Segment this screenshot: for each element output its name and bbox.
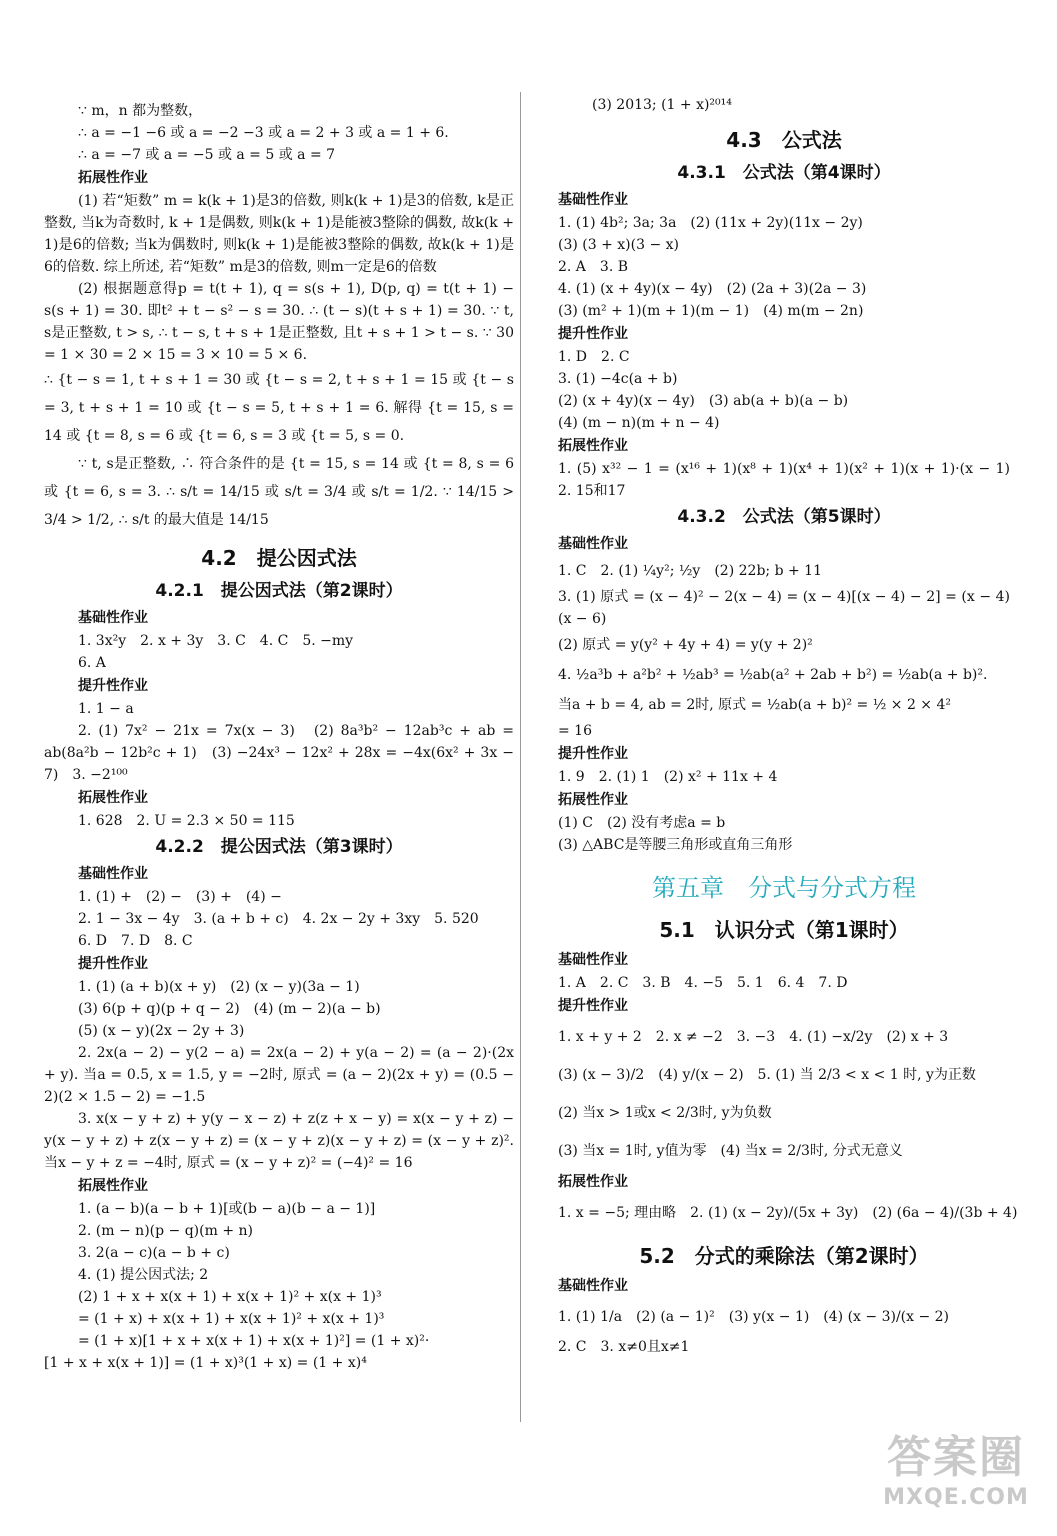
answer-line: 2. C 3. x≠0且x≠1 xyxy=(558,1339,690,1355)
section-label: 基础性作业 xyxy=(558,192,628,208)
answer-line: (3) (3 + x)(3 − x) xyxy=(558,237,679,253)
answer-line: 1. 9 2. (1) 1 (2) x² + 11x + 4 xyxy=(558,769,778,785)
answer-line: 1. (1) 4b²; 3a; 3a (2) (11x + 2y)(11x − 2y) xyxy=(558,215,863,231)
answer-line: 当a + b = 4, ab = 2时, 原式 = ½ab(a + b)² = ½ × 2 × 4² xyxy=(558,697,951,713)
answer-line: (2) 原式 = y(y² + 4y + 4) = y(y + 2)² xyxy=(558,637,813,653)
answer-line: (2) 1 + x + x(x + 1) + x(x + 1)² + x(x + 1)³ xyxy=(78,1289,382,1305)
answer-line: = (1 + x)[1 + x + x(x + 1) + x(x + 1)²] = (1 + x)²· xyxy=(78,1333,430,1349)
answer-line: (3) 2013; (1 + x)²⁰¹⁴ xyxy=(592,97,732,113)
paragraph: 3. (1) 原式 = (x − 4)² − 2(x − 4) = (x − 4)[(x − 4) − 2] = (x − 4)(x − 6) xyxy=(558,589,1010,627)
text-line: ∴ a = −1 −6 或 a = −2 −3 或 a = 2 + 3 或 a = 1 + 6. xyxy=(78,125,449,141)
section-label: 基础性作业 xyxy=(558,1278,628,1294)
paragraph: ∵ t, s是正整数, ∴ 符合条件的是 {t = 15, s = 14 或 {t = 8, s = 6 或 {t = 6, s = 3. ∴ s/t = 14/15 或 s/t = 3/4 或 s/t = 1/2. ∵ 14/15 > 3/4 > 1/2, ∴ s/t 的最大值是 14/15 xyxy=(44,456,514,528)
right-column xyxy=(558,94,1024,1358)
answer-line: 1. (1) (a + b)(x + y) (2) (x − y)(3a − 1) xyxy=(78,979,360,995)
answer-line: 3. (1) −4c(a + b) xyxy=(558,371,678,387)
section-label: 提升性作业 xyxy=(558,998,628,1014)
section-label: 拓展性作业 xyxy=(558,1174,628,1190)
section-label: 基础性作业 xyxy=(78,610,148,626)
subsection-title: 4.3.2 公式法（第5课时） xyxy=(677,507,891,527)
answer-line: 1. D 2. C xyxy=(558,349,630,365)
section-title: 4.2 提公因式法 xyxy=(201,546,357,570)
answer-line: 1. x = −5; 理由略 2. (1) (x − 2y)/(5x + 3y) (2) (6a − 4)/(3b + 4) xyxy=(558,1205,1018,1221)
answer-line: (5) (x − y)(2x − 2y + 3) xyxy=(78,1023,245,1039)
answer-line: (2) (x + 4y)(x − 4y) (3) ab(a + b)(a − b) xyxy=(558,393,849,409)
answer-line: 4. ½a³b + a²b² + ½ab³ = ½ab(a² + 2ab + b²) = ½ab(a + b)². xyxy=(558,667,988,683)
section-label: 基础性作业 xyxy=(558,952,628,968)
watermark-cn: 答案圈 xyxy=(887,1432,1025,1483)
paragraph: 2. (1) 7x² − 21x = 7x(x − 3) (2) 8a³b² − 12ab³c + ab = ab(8a²b − 12b²c + 1) (3) −24x³ − 12x² + 28x = −4x(6x² + 3x − 7) 3. −2¹⁰⁰ xyxy=(44,723,514,783)
text-line: ∵ m，n 都为整数， xyxy=(78,103,203,119)
section-label: 提升性作业 xyxy=(558,326,628,342)
section-label: 拓展性作业 xyxy=(558,792,628,808)
paragraph: 1. (5) x³² − 1 = (x¹⁶ + 1)(x⁸ + 1)(x⁴ + 1)(x² + 1)(x + 1)·(x − 1) 2. 15和17 xyxy=(558,461,1024,499)
paragraph: 2. 2x(a − 2) − y(2 − a) = 2x(a − 2) + y(a − 2) = (a − 2)·(2x + y). 当a = 0.5, x = 1.5, y = −2时, 原式 = (a − 2)(2x + y) = (0.5 − 2)(2 × 1.5 − 2) = −1.5 xyxy=(44,1045,514,1105)
chapter-title: 第五章 分式与分式方程 xyxy=(652,874,916,902)
paragraph: (1) 若“矩数” m = k(k + 1)是3的倍数, 则k(k + 1)是3的倍数, k是正整数, 当k为奇数时, k + 1是偶数, 则k(k + 1)是能被3整除的偶数, 故k(k + 1)是6的倍数; 当k为偶数时, 则k(k + 1)是能被3整除的偶数, 故k(k + 1)是6的倍数. 综上所述, 若“矩数” m是3的倍数, 则m一定是6的倍数 xyxy=(44,193,514,275)
answer-line: 1. (1) + (2) − (3) + (4) − xyxy=(78,889,282,905)
section-label: 拓展性作业 xyxy=(78,790,148,806)
answer-line: 1. C 2. (1) ¼y²; ½y (2) 22b; b + 11 xyxy=(558,563,822,579)
subsection-title: 4.2.2 提公因式法（第3课时） xyxy=(155,837,403,857)
answer-line: 4. (1) (x + 4y)(x − 4y) (2) (2a + 3)(2a − 3) xyxy=(558,281,867,297)
section-title: 5.2 分式的乘除法（第2课时） xyxy=(639,1244,929,1268)
section-label: 拓展性作业 xyxy=(78,170,148,186)
paragraph: (2) 根据题意得p = t(t + 1), q = s(s + 1), D(p, q) = t(t + 1) − s(s + 1) = 30. 即t² + t − s² − s = 30. ∴ (t − s)(t + s + 1) = 30. ∵ t, s是正整数, t > s, ∴ t − s, t + s + 1是正整数, 且t + s + 1 > t − s. ∵ 30 = 1 × 30 = 2 × 15 = 3 × 10 = 5 × 6. xyxy=(44,281,514,363)
watermark-en: MXQE.COM xyxy=(883,1485,1029,1510)
answer-line: (3) 6(p + q)(p + q − 2) (4) (m − 2)(a − b) xyxy=(78,1001,381,1017)
answer-line: (3) △ABC是等腰三角形或直角三角形 xyxy=(558,837,793,853)
section-label: 基础性作业 xyxy=(558,536,628,552)
answer-line: 6. D 7. D 8. C xyxy=(78,933,193,949)
section-title: 4.3 公式法 xyxy=(726,128,842,152)
answer-line: (3) (m² + 1)(m + 1)(m − 1) (4) m(m − 2n) xyxy=(558,303,864,319)
section-label: 提升性作业 xyxy=(78,956,148,972)
paragraph: 3. x(x − y + z) + y(y − x − z) + z(z + x − y) = x(x − y + z) − y(x − y + z) + z(x − y + z) = (x − y + z)(x − y + z) = (x − y + z)². 当x − y + z = −4时, 原式 = (x − y + z)² = (−4)² = 16 xyxy=(44,1111,514,1171)
answer-line: 1. A 2. C 3. B 4. −5 5. 1 6. 4 7. D xyxy=(558,975,848,991)
subsection-title: 4.2.1 提公因式法（第2课时） xyxy=(155,581,403,601)
text-line: ∴ a = −7 或 a = −5 或 a = 5 或 a = 7 xyxy=(78,147,336,163)
answer-line: 1. 1 − a xyxy=(78,701,134,717)
column-divider xyxy=(520,92,521,1422)
answer-line: (3) (x − 3)/2 (4) y/(x − 2) 5. (1) 当 2/3 < x < 1 时, y为正数 xyxy=(558,1067,976,1083)
answer-line: (3) 当x = 1时, y值为零 (4) 当x = 2/3时, 分式无意义 xyxy=(558,1143,903,1159)
answer-line: 2. (m − n)(p − q)(m + n) xyxy=(78,1223,253,1239)
answer-line: (1) C (2) 没有考虑a = b xyxy=(558,815,726,831)
subsection-title: 4.3.1 公式法（第4课时） xyxy=(677,163,891,183)
answer-line: 1. (1) 1/a (2) (a − 1)² (3) y(x − 1) (4) (x − 3)/(x − 2) xyxy=(558,1309,950,1325)
answer-line: 1. x + y + 2 2. x ≠ −2 3. −3 4. (1) −x/2y (2) x + 3 xyxy=(558,1029,949,1045)
answer-line: 1. (a − b)(a − b + 1)[或(b − a)(b − a − 1)] xyxy=(78,1201,376,1217)
answer-line: = (1 + x) + x(x + 1) + x(x + 1)² + x(x + 1)³ xyxy=(78,1311,385,1327)
section-label: 拓展性作业 xyxy=(558,438,628,454)
left-column xyxy=(44,100,514,1374)
paragraph: ∴ {t − s = 1, t + s + 1 = 30 或 {t − s = 2, t + s + 1 = 15 或 {t − s = 3, t + s + 1 = 10 或 {t − s = 5, t + s + 1 = 6. 解得 {t = 15, s = 14 或 {t = 8, s = 6 或 {t = 6, s = 3 或 {t = 5, s = 0. xyxy=(44,372,514,444)
answer-line: 4. (1) 提公因式法; 2 xyxy=(78,1267,209,1283)
section-label: 提升性作业 xyxy=(558,746,628,762)
answer-line: 6. A xyxy=(78,655,106,671)
answer-line: = 16 xyxy=(558,723,592,739)
answer-line: (4) (m − n)(m + n − 4) xyxy=(558,415,720,431)
answer-line: 1. 3x²y 2. x + 3y 3. C 4. C 5. −my xyxy=(78,633,354,649)
answer-line: (2) 当x > 1或x < 2/3时, y为负数 xyxy=(558,1105,772,1121)
answer-line: 3. 2(a − c)(a − b + c) xyxy=(78,1245,230,1261)
answer-line: 1. 628 2. U = 2.3 × 50 = 115 xyxy=(78,813,295,829)
section-title: 5.1 认识分式（第1课时） xyxy=(659,918,909,942)
section-label: 提升性作业 xyxy=(78,678,148,694)
answer-line: 2. A 3. B xyxy=(558,259,629,275)
answer-line: [1 + x + x(x + 1)] = (1 + x)³(1 + x) = (1 + x)⁴ xyxy=(44,1355,367,1371)
watermark-logo xyxy=(881,1421,1031,1510)
answer-line: 2. 1 − 3x − 4y 3. (a + b + c) 4. 2x − 2y + 3xy 5. 520 xyxy=(78,911,479,927)
section-label: 基础性作业 xyxy=(78,866,148,882)
section-label: 拓展性作业 xyxy=(78,1178,148,1194)
